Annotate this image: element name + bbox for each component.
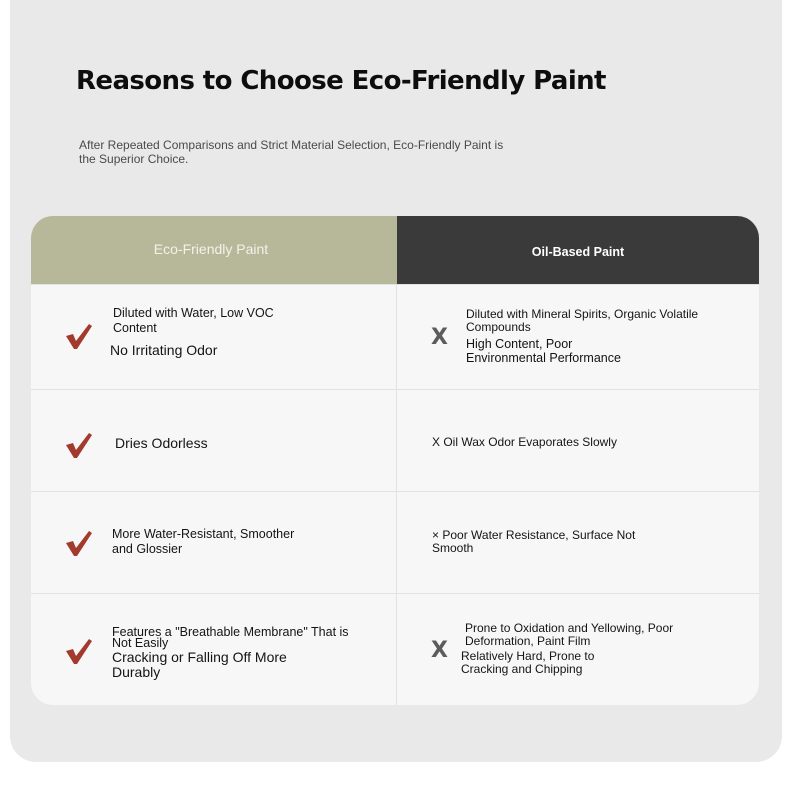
oil-cell: [397, 285, 759, 389]
oil-cell: [397, 594, 759, 705]
eco-cell: [31, 285, 397, 389]
oil-text-line: Prone to Oxidation and Yellowing, Poor: [465, 621, 674, 635]
oil-text-line: Relatively Hard, Prone to: [461, 649, 595, 663]
eco-cell: [31, 594, 397, 705]
eco-text-line: Durably: [112, 664, 161, 680]
table-row: [31, 389, 759, 491]
oil-text-line: X Oil Wax Odor Evaporates Slowly: [432, 435, 617, 449]
oil-text-line: Diluted with Mineral Spirits, Organic Volatile: [466, 307, 699, 321]
cross-icon: X: [431, 638, 448, 663]
cross-icon: X: [431, 325, 448, 350]
header-oil-label: Oil-Based Paint: [531, 245, 625, 259]
oil-text-line: Compounds: [466, 320, 531, 334]
checkmark-icon: [64, 636, 94, 666]
eco-cell: [31, 492, 397, 593]
eco-text-line: Not Easily: [112, 636, 169, 650]
eco-text-line: Dries Odorless: [115, 435, 208, 451]
eco-text-line: Content: [113, 321, 157, 335]
header-eco-label: Eco-Friendly Paint: [153, 241, 269, 257]
oil-text-line: Cracking and Chipping: [461, 662, 583, 676]
comparison-table: [31, 216, 759, 705]
eco-text-line: Features a "Breathable Membrane" That is: [112, 625, 349, 639]
oil-text-line: Deformation, Paint Film: [465, 634, 591, 648]
table-row: [31, 284, 759, 389]
oil-text-line: × Poor Water Resistance, Surface Not: [432, 528, 636, 542]
oil-text-line: Environmental Performance: [466, 351, 621, 365]
eco-cell: [31, 390, 397, 491]
table-row: [31, 593, 759, 705]
oil-text-line: Smooth: [432, 541, 474, 555]
eco-text-line: More Water-Resistant, Smoother: [112, 527, 295, 541]
page-title: Reasons to Choose Eco-Friendly Paint: [76, 66, 606, 96]
header-oil-based: [397, 216, 759, 284]
header-eco-friendly: [31, 216, 397, 284]
eco-text-line: Diluted with Water, Low VOC: [113, 306, 274, 320]
checkmark-icon: [64, 430, 94, 460]
page-subtitle: After Repeated Comparisons and Strict Material Selection, Eco-Friendly Paint is the Superior Choice.: [79, 138, 504, 166]
table-header: [31, 216, 759, 284]
oil-cell: [397, 390, 759, 491]
checkmark-icon: [64, 321, 94, 351]
table-row: [31, 491, 759, 593]
eco-text-line: No Irritating Odor: [110, 342, 218, 358]
eco-text-line: and Glossier: [112, 542, 183, 556]
oil-text-line: High Content, Poor: [466, 337, 573, 351]
oil-cell: [397, 492, 759, 593]
checkmark-icon: [64, 528, 94, 558]
eco-text-line: Cracking or Falling Off More: [112, 649, 287, 665]
